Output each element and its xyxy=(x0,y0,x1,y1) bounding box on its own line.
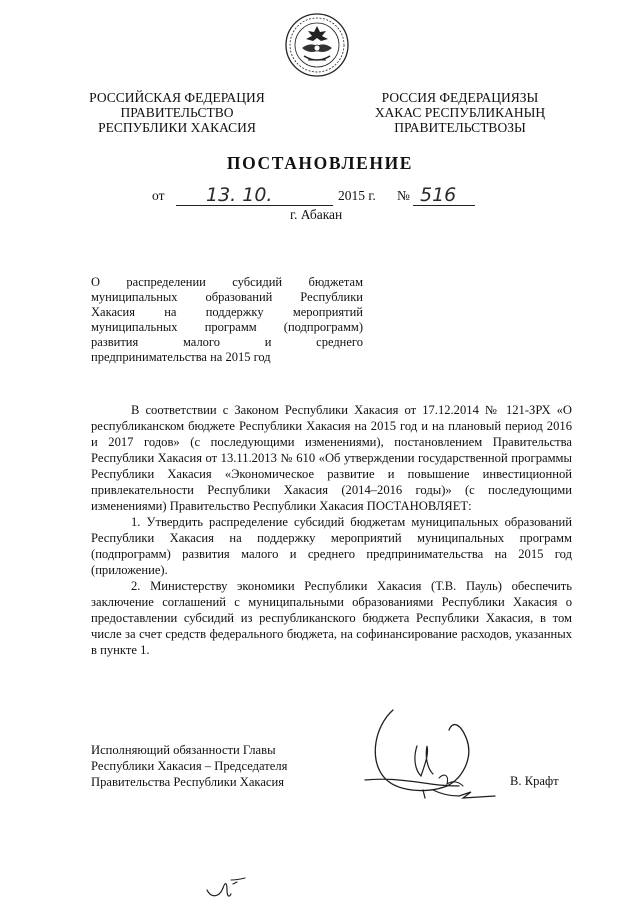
signatory-title xyxy=(91,742,287,790)
header-left-line-2: ПРАВИТЕЛЬСТВО xyxy=(120,105,234,120)
handwritten-date: 13. 10. xyxy=(206,184,273,206)
date-year: 2015 г. xyxy=(338,188,376,203)
body-paragraph-1: В соответствии с Законом Республики Хакасия от 17.12.2014 № 121-ЗРХ «О республиканском бюджете Республики Хакасия на 2015 год и на плановый период 2016 и 2017 годов» (с последующими изменениями), постановлением Правительства Республики Хакасия от 13.11.2013 № 610 «Об утверждении государственной программы Республики Хакасия «Экономическое развитие и повышение инвестиционной привлекательности Республики Хакасия (2014–2016 годы)» (с последующими изменениями) Правительство Республики Хакасия ПОСТАНОВЛЯЕТ: xyxy=(91,403,572,513)
city-line: г. Абакан xyxy=(290,207,343,222)
subject-line-4: муниципальных программ (подпрограмм) xyxy=(91,320,363,334)
header-right-line-3: ПРАВИТЕЛЬСТВОЗЫ xyxy=(394,120,526,135)
header-right-line-1: РОССИЯ ФЕДЕРАЦИЯЗЫ xyxy=(381,90,539,105)
body-text xyxy=(91,402,572,658)
header-right-line-2: ХАКАС РЕСПУБЛИКАНЫҢ xyxy=(374,105,546,120)
document-title: ПОСТАНОВЛЕНИЕ xyxy=(226,153,414,173)
signatory-line-3: Правительства Республики Хакасия xyxy=(91,775,285,789)
subject-line-6: предпринимательства на 2015 год xyxy=(91,350,271,364)
subject-line-2: муниципальных образований Республики xyxy=(91,290,363,304)
header-left xyxy=(77,90,277,135)
subject-block xyxy=(91,275,363,365)
coat-of-arms-emblem xyxy=(284,12,350,78)
handwritten-signature xyxy=(355,706,515,808)
handwritten-initial-mark xyxy=(203,876,247,902)
subject-line-3: Хакасия на поддержку мероприятий xyxy=(91,305,363,319)
subject-line-5: развития малого и среднего xyxy=(91,335,363,349)
body-paragraph-3: 2. Министерству экономики Республики Хакасия (Т.В. Пауль) обеспечить заключение соглашений с муниципальными образованиями Республики Хакасия о предоставлении субсидий из республиканского бюджета Республики Хакасия, в том числе за счет средств федерального бюджета, на софинансирование расходов, указанных в пункте 1. xyxy=(91,579,572,657)
handwritten-number: 516 xyxy=(420,184,457,206)
body-paragraph-2: 1. Утвердить распределение субсидий бюджетам муниципальных образований Республики Хакасия на поддержку мероприятий муниципальных программ (подпрограмм) развития малого и среднего предпринимательства на 2015 год (приложение). xyxy=(91,515,572,577)
header-left-line-3: РЕСПУБЛИКИ ХАКАСИЯ xyxy=(98,120,256,135)
signatory-line-1: Исполняющий обязанности Главы xyxy=(91,743,276,757)
subject-line-1: О распределении субсидий бюджетам xyxy=(91,275,363,289)
header-left-line-1: РОССИЙСКАЯ ФЕДЕРАЦИЯ xyxy=(89,90,265,105)
signatory-name: В. Крафт xyxy=(510,774,559,788)
date-prefix: от xyxy=(152,188,165,203)
header-right xyxy=(360,90,560,135)
signatory-line-2: Республики Хакасия – Председателя xyxy=(91,759,288,773)
number-sign: № xyxy=(397,188,410,203)
